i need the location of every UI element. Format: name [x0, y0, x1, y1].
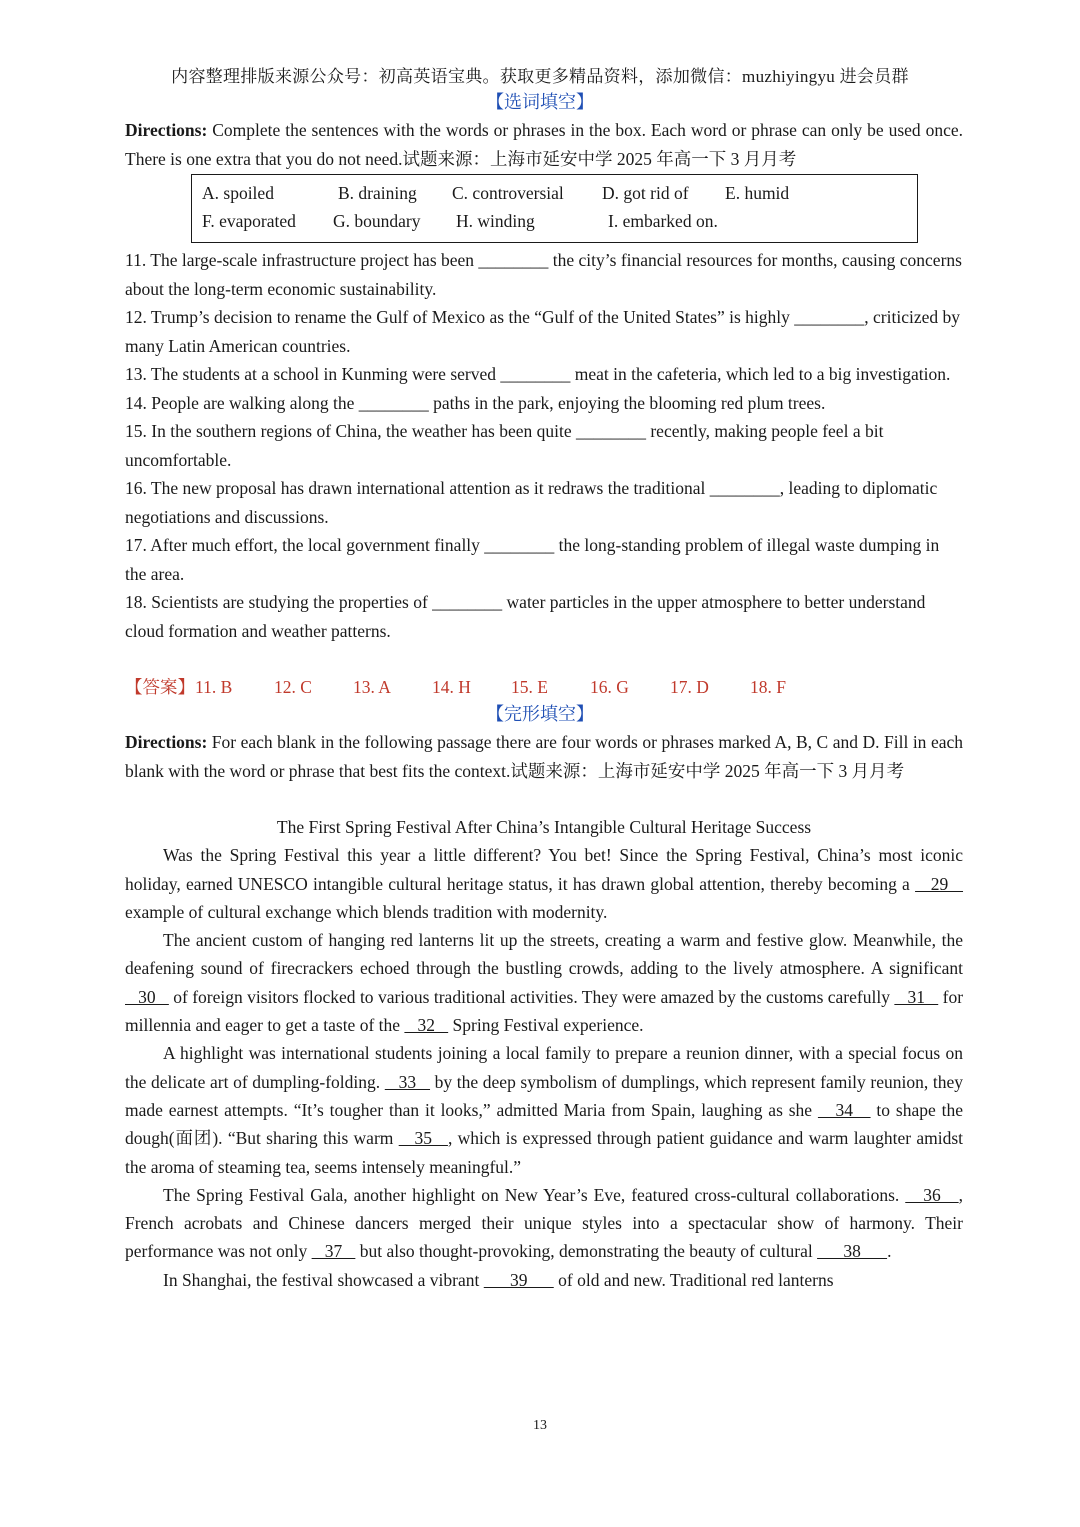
- blank-33: 33: [384, 1071, 431, 1092]
- blank-32: 32: [404, 1015, 449, 1036]
- passage-title: The First Spring Festival After China’s Intangible Cultural Heritage Success: [276, 817, 812, 837]
- question-13: 13. The students at a school in Kunming were served ________ meat in the cafeteria, which led to a big investigation.: [125, 364, 951, 384]
- answer-18: 18. F: [750, 677, 786, 697]
- paragraph-4: The Spring Festival Gala, another highlight on New Year’s Eve, featured cross-cultural collaborations. 36 , French acrobats and Chinese dancers merged their unique styles into a spectacular show of harmony. Their performance was not only 37 but also thought-provoking, demonstrating the beauty of cultural 38 .: [125, 1184, 964, 1262]
- question-11: 11. The large-scale infrastructure project has been ________ the city’s financial resources for months, causing concerns about the long-term economic sustainability.: [125, 250, 962, 299]
- answer-17: 17. D: [670, 677, 709, 697]
- paragraph-5: In Shanghai, the festival showcased a vibrant 39 of old and new. Traditional red lanterns: [163, 1269, 834, 1290]
- directions-label: Directions:: [125, 120, 208, 140]
- directions-label: Directions:: [125, 732, 208, 752]
- header-note: 内容整理排版来源公众号：初高英语宝典。获取更多精品资料，添加微信：muzhiyingyu 进会员群: [171, 67, 909, 86]
- question-17: 17. After much effort, the local government finally ________ the long-standing problem of illegal waste dumping in the area.: [125, 535, 940, 584]
- answer-14: 14. H: [432, 677, 471, 697]
- answer-15: 15. E: [511, 677, 548, 697]
- blank-36: 36: [905, 1184, 959, 1205]
- paragraph-3: A highlight was international students joining a local family to prepare a reunion dinner, with a special focus on the delicate art of dumpling-folding. 33 by the deep symbolism of dumplings, which represent family reunion, they made earnest attempts. “It’s tougher than it looks,” admitted Maria from Spain, laughing as she 34 to shape the dough(面团). “But sharing this warm 35 , which is expressed through patient guidance and warm laughter amidst the aroma of steaming tea, seems intensely meaningful.”: [125, 1043, 964, 1177]
- answer-11: 11. B: [195, 677, 233, 697]
- directions-text: Complete the sentences with the words or phrases in the box. Each word or phrase can only be used once. There is one extra that you do not need.试题来源：上海市延安中学 2025 年高一下 3 月月考: [125, 120, 963, 169]
- answer-12: 12. C: [274, 677, 312, 697]
- directions-cloze: [125, 728, 963, 785]
- question-14: 14. People are walking along the ________ paths in the park, enjoying the blooming red plum trees.: [125, 392, 826, 413]
- option-d: D. got rid of: [602, 183, 689, 203]
- option-e: E. humid: [725, 183, 790, 203]
- blank-35: 35: [398, 1128, 448, 1149]
- option-c: C. controversial: [452, 183, 564, 203]
- blank-31: 31: [894, 986, 939, 1007]
- option-a: A. spoiled: [202, 183, 274, 203]
- word-box: [191, 174, 918, 243]
- blank-29: 29: [915, 873, 964, 894]
- section-title-cloze: 【完形填空】: [486, 704, 594, 724]
- option-f: F. evaporated: [202, 211, 296, 231]
- question-15: 15. In the southern regions of China, the weather has been quite ________ recently, making people feel a bit uncomfortable.: [125, 421, 884, 470]
- answer-row: [125, 673, 786, 701]
- option-b: B. draining: [338, 183, 417, 203]
- blank-39: 39: [483, 1269, 554, 1290]
- cloze-passage: [125, 813, 963, 1294]
- answer-16: 16. G: [590, 677, 629, 697]
- answer-13: 13. A: [353, 677, 391, 697]
- answer-label: 【答案】: [125, 677, 195, 697]
- question-18: 18. Scientists are studying the properties of ________ water particles in the upper atmosphere to better understand cloud formation and weather patterns.: [125, 592, 926, 641]
- page-number: 13: [533, 1418, 547, 1433]
- blank-38: 38: [817, 1241, 888, 1262]
- question-list: [125, 246, 963, 645]
- section-title-word-choice: 【选词填空】: [486, 92, 594, 112]
- directions-text: For each blank in the following passage there are four words or phrases marked A, B, C and D. Fill in each blank with the word or phrase that best fits the context.试题来源：上海市延安中学 2025 年高一下 3 月月考: [125, 732, 963, 781]
- blank-34: 34: [817, 1099, 871, 1120]
- question-16: 16. The new proposal has drawn international attention as it redraws the traditional ________, leading to diplomatic negotiations and discussions.: [125, 478, 938, 527]
- option-g: G. boundary: [333, 211, 421, 231]
- paragraph-1: Was the Spring Festival this year a little different? You bet! Since the Spring Festival, China’s most iconic holiday, earned UNESCO intangible cultural heritage status, it has drawn global attention, thereby becoming a 29 example of cultural exchange which blends tradition with modernity.: [125, 845, 964, 922]
- blank-37: 37: [311, 1241, 356, 1262]
- question-12: 12. Trump’s decision to rename the Gulf of Mexico as the “Gulf of the United States” is highly ________, criticized by many Latin American countries.: [125, 307, 960, 356]
- directions-word-choice: [125, 116, 963, 173]
- paragraph-2: The ancient custom of hanging red lanterns lit up the streets, creating a warm and festive glow. Meanwhile, the deafening sound of firecrackers echoed through the bustling crowds, adding to the lively atmosphere. A significant 30 of foreign visitors flocked to various traditional activities. They were amazed by the customs carefully 31 for millennia and eager to get a taste of the 32 Spring Festival experience.: [125, 930, 964, 1036]
- option-i: I. embarked on.: [608, 211, 718, 231]
- blank-30: 30: [125, 986, 169, 1007]
- option-h: H. winding: [456, 211, 535, 231]
